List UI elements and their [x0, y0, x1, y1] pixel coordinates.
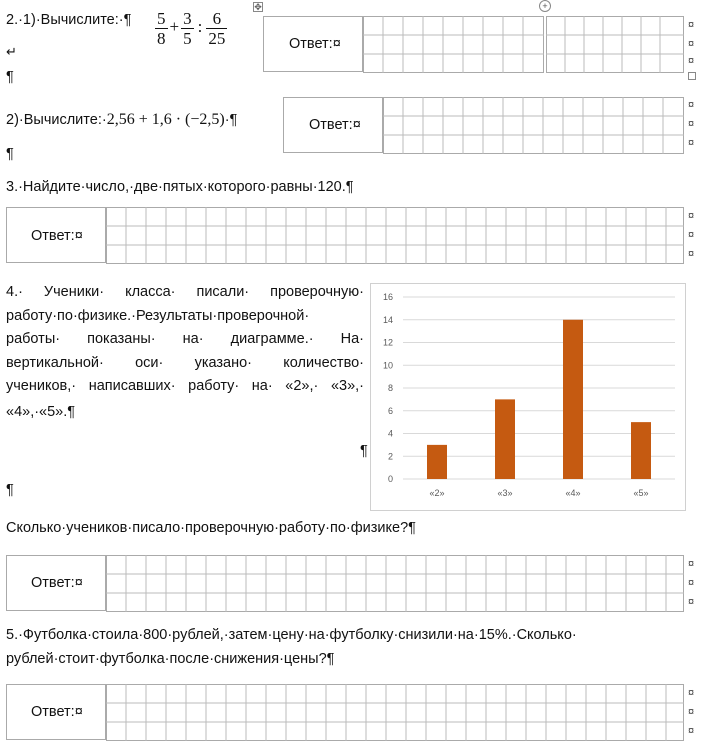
y-tick-label: 10: [382, 360, 393, 371]
q2-part2-expression: 2,56 + 1,6 · (−2,5): [106, 111, 225, 128]
q5-line2: рублей·стоит·футболка·после·снижения·цены?¶: [6, 651, 335, 667]
answer-label: Ответ:¤: [289, 36, 341, 52]
bar: [427, 445, 447, 479]
cell-end-mark: ¤: [688, 137, 695, 149]
table-move-handle-icon[interactable]: ✥: [254, 2, 262, 12]
bar-chart: [370, 283, 686, 511]
pilcrow: ¶: [6, 69, 14, 85]
x-tick-label: «5»: [633, 488, 649, 498]
pilcrow: ¶: [360, 443, 368, 459]
q4-line: учеников,· написавших· работу· на· «2»,· «3»,·: [6, 378, 364, 394]
bar: [563, 320, 583, 479]
y-tick-label: 6: [387, 405, 393, 416]
cell-end-mark: ¤: [688, 38, 695, 50]
colon-sign: :: [197, 17, 203, 37]
cell-end-mark: ¤: [688, 687, 695, 699]
cell-end-mark: ¤: [688, 210, 695, 222]
cell-end-mark: ¤: [688, 118, 695, 130]
q5-line1: 5.·Футболка·стоила·800·рублей,·затем·цену·на·футболку·снизили·на·15%.·Сколько·: [6, 627, 577, 643]
x-tick-label: «2»: [429, 488, 445, 498]
cell-end-mark: ¤: [688, 725, 695, 737]
answer-grid-q4[interactable]: [106, 555, 684, 612]
answer-label: Ответ:¤: [31, 575, 83, 591]
cell-end-mark: ¤: [688, 55, 695, 67]
cell-end-mark: ¤: [688, 558, 695, 570]
q4-line: работу·по·физике.·Результаты·проверочной·: [6, 307, 310, 324]
table-insert-column-icon[interactable]: +: [539, 0, 551, 12]
bar: [495, 399, 515, 479]
q2-part2-line: [6, 111, 237, 129]
q4-question: Сколько·учеников·писало·проверочную·работу·по·физике?¶: [6, 520, 416, 536]
cell-end-mark: ¤: [688, 706, 695, 718]
answer-label: Ответ:¤: [309, 117, 361, 133]
cell-end-mark: ¤: [688, 229, 695, 241]
fraction-5-8: $\frac{5}{8}$: [157, 9, 166, 48]
y-tick-label: 4: [387, 428, 393, 439]
q4-line: 4.· Ученики· класса· писали· проверочную·: [6, 284, 364, 300]
answer-grid-q2-1b[interactable]: [546, 16, 684, 73]
q4-last-line: «4»,·«5».¶: [6, 404, 76, 420]
pilcrow: ¶: [6, 146, 14, 162]
answer-grid-q3[interactable]: [106, 207, 684, 264]
answer-label: Ответ:¤: [31, 228, 83, 244]
x-tick-label: «4»: [565, 488, 581, 498]
cell-end-mark: ¤: [688, 19, 695, 31]
y-tick-label: 2: [387, 451, 393, 462]
row-end-marker: [688, 72, 696, 80]
return-mark: ↵: [6, 44, 17, 59]
q2-part1-prefix: 2.·1)·Вычислите:·¶: [6, 12, 132, 28]
q4-line: работы· показаны· на· диаграмме.· На·: [6, 331, 364, 347]
y-tick-label: 8: [387, 383, 393, 393]
bar: [631, 422, 651, 479]
y-tick-label: 12: [382, 337, 393, 348]
cell-end-mark: ¤: [688, 248, 695, 260]
answer-label: Ответ:¤: [31, 704, 83, 720]
q3-text: 3.·Найдите·число,·две·пятых·которого·равны·120.¶: [6, 179, 354, 195]
x-tick-label: «3»: [497, 488, 513, 498]
answer-grid-q5[interactable]: [106, 684, 684, 741]
y-tick-label: 0: [387, 474, 393, 484]
q2-part2-suffix: ·¶: [224, 112, 238, 128]
answer-grid-q2-2[interactable]: [383, 97, 684, 154]
cell-end-mark: ¤: [688, 596, 695, 608]
y-tick-label: 16: [382, 292, 393, 302]
q4-line: вертикальной· оси· указано· количество·: [6, 354, 364, 371]
cell-end-mark: ¤: [688, 577, 695, 589]
pilcrow: ¶: [6, 482, 14, 498]
plus-sign: +: [169, 17, 180, 37]
q4-paragraph: [6, 281, 364, 399]
fraction-3-5: $\frac{3}{5}$: [183, 9, 192, 48]
cell-end-mark: ¤: [688, 99, 695, 111]
answer-grid-q2-1a[interactable]: [363, 16, 544, 73]
q2-part1-expression: [155, 9, 227, 48]
fraction-6-25: $\frac{6}{25}$: [208, 9, 226, 48]
y-tick-label: 14: [382, 314, 393, 325]
q2-part2-prefix: 2)·Вычислите:·: [6, 112, 107, 128]
